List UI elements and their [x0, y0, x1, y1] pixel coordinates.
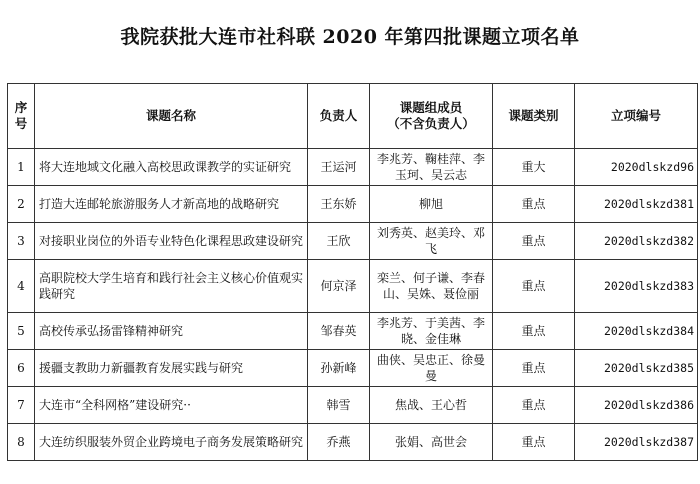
- table-body: [8, 149, 698, 461]
- cell-seq: 3: [8, 223, 35, 260]
- cell-leader: 孙新峰: [308, 350, 370, 387]
- cell-leader: 何京泽: [308, 260, 370, 313]
- cell-seq: 7: [8, 387, 35, 424]
- table-row: [8, 149, 698, 186]
- cell-members: 曲侠、吴忠正、徐曼曼: [370, 350, 493, 387]
- cell-code: 2020dlskzd386: [575, 387, 698, 424]
- cell-leader: 韩雪: [308, 387, 370, 424]
- cell-leader: 乔燕: [308, 424, 370, 461]
- cell-seq: 1: [8, 149, 35, 186]
- cell-members: 张娟、高世会: [370, 424, 493, 461]
- table-row: [8, 313, 698, 350]
- cell-type: 重大: [493, 149, 575, 186]
- header-seq: 序号: [8, 84, 35, 149]
- cell-name: 将大连地域文化融入高校思政课教学的实证研究: [35, 149, 308, 186]
- cell-seq: 6: [8, 350, 35, 387]
- cell-seq: 4: [8, 260, 35, 313]
- cell-code: 2020dlskzd383: [575, 260, 698, 313]
- cell-members: 柳旭: [370, 186, 493, 223]
- cell-type: 重点: [493, 424, 575, 461]
- table-row: [8, 350, 698, 387]
- cell-name: 高校传承弘扬雷锋精神研究: [35, 313, 308, 350]
- cell-seq: 8: [8, 424, 35, 461]
- cell-name: 援疆支教助力新疆教育发展实践与研究: [35, 350, 308, 387]
- cell-name: 打造大连邮轮旅游服务人才新高地的战略研究: [35, 186, 308, 223]
- cell-code: 2020dlskzd381: [575, 186, 698, 223]
- project-table: [7, 83, 698, 461]
- table-row: [8, 260, 698, 313]
- header-members-line2: （不含负责人）: [387, 116, 475, 131]
- cell-code: 2020dlskzd387: [575, 424, 698, 461]
- cell-seq: 2: [8, 186, 35, 223]
- cell-leader: 王运河: [308, 149, 370, 186]
- cell-type: 重点: [493, 350, 575, 387]
- table-row: [8, 186, 698, 223]
- header-code: 立项编号: [575, 84, 698, 149]
- cell-type: 重点: [493, 260, 575, 313]
- table-row: [8, 424, 698, 461]
- cell-members: 刘秀英、赵美玲、邓飞: [370, 223, 493, 260]
- cell-code: 2020dlskzd385: [575, 350, 698, 387]
- cell-members: 李兆芳、于美茜、李晓、金佳琳: [370, 313, 493, 350]
- table-header-row: [8, 84, 698, 149]
- cell-name: 大连纺织服装外贸企业跨境电子商务发展策略研究: [35, 424, 308, 461]
- cell-seq: 5: [8, 313, 35, 350]
- table-row: [8, 387, 698, 424]
- header-members-line1: 课题组成员: [399, 100, 463, 115]
- cell-leader: 王欣: [308, 223, 370, 260]
- header-leader: 负责人: [308, 84, 370, 149]
- cell-name: 大连市“全科网格”建设研究··: [35, 387, 308, 424]
- page-title: 我院获批大连市社科联 2020 年第四批课题立项名单: [120, 26, 580, 48]
- cell-type: 重点: [493, 186, 575, 223]
- header-name: 课题名称: [35, 84, 308, 149]
- cell-code: 2020dlskzd96: [575, 149, 698, 186]
- header-type: 课题类别: [493, 84, 575, 149]
- cell-code: 2020dlskzd382: [575, 223, 698, 260]
- cell-type: 重点: [493, 223, 575, 260]
- header-members: [370, 84, 493, 149]
- cell-members: 焦战、王心哲: [370, 387, 493, 424]
- cell-type: 重点: [493, 387, 575, 424]
- cell-leader: 邹春英: [308, 313, 370, 350]
- cell-leader: 王东娇: [308, 186, 370, 223]
- cell-name: 对接职业岗位的外语专业特色化课程思政建设研究: [35, 223, 308, 260]
- cell-members: 李兆芳、鞠桂萍、李玉珂、吴云志: [370, 149, 493, 186]
- cell-name: 高职院校大学生培育和践行社会主义核心价值观实践研究: [35, 260, 308, 313]
- table-row: [8, 223, 698, 260]
- cell-members: 栾兰、何子谦、李春山、吴姝、聂俭丽: [370, 260, 493, 313]
- cell-code: 2020dlskzd384: [575, 313, 698, 350]
- cell-type: 重点: [493, 313, 575, 350]
